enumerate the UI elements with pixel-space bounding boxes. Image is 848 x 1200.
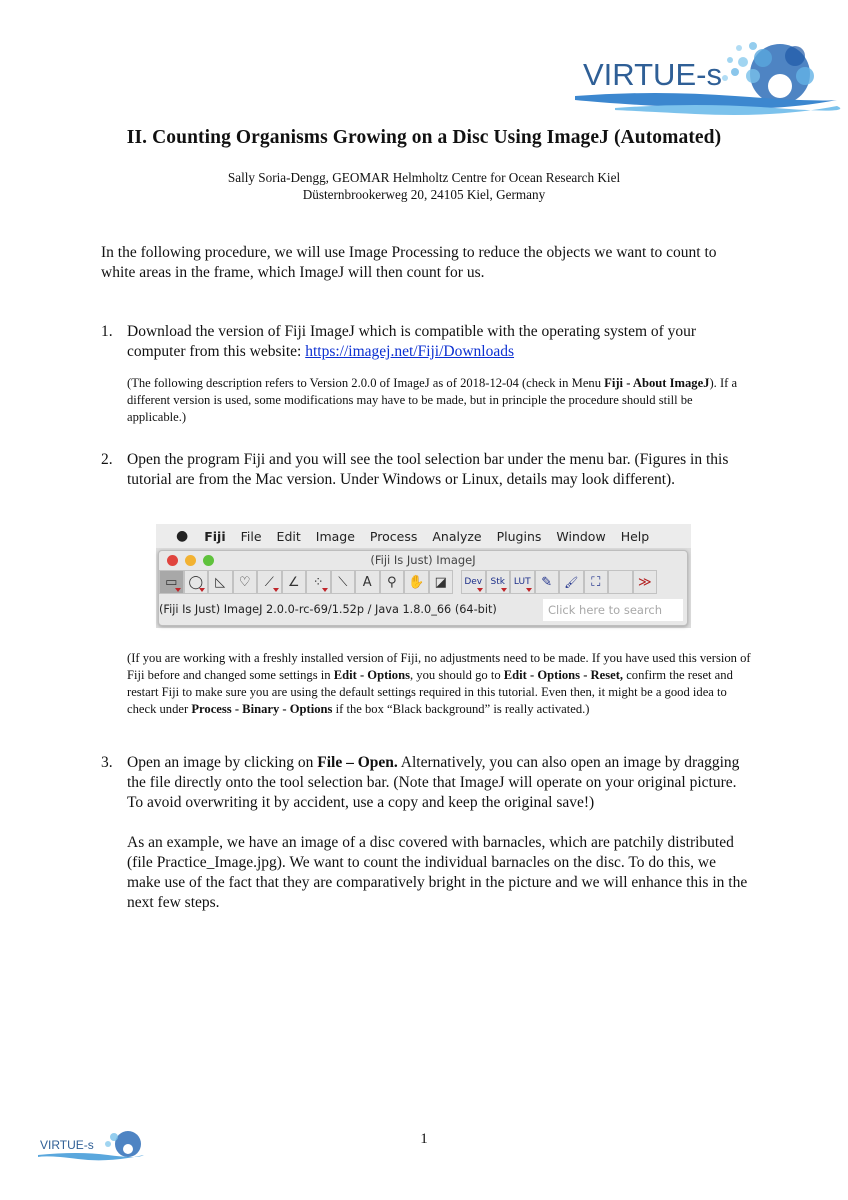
tool-bar bbox=[159, 570, 687, 596]
color-picker-tool-icon[interactable]: ◪ bbox=[429, 570, 454, 594]
note-bold: Edit - Options bbox=[333, 668, 410, 682]
step-3-paragraph-2: As an example, we have an image of a disc covered with barnacles, which are patchily distributed (file Practice_Image.jpg). We want to count the individual barnacles on the disc. To do this, we make use of the fact that they are comparatively bright in the picture and we will enhance this in the next few steps. bbox=[127, 834, 748, 911]
freehand-tool-icon[interactable]: ♡ bbox=[233, 570, 258, 594]
document-title: II. Counting Organisms Growing on a Disc Using ImageJ (Automated) bbox=[126, 127, 722, 148]
footer-logo-text: VIRTUE-s bbox=[40, 1138, 94, 1152]
imagej-window bbox=[158, 550, 688, 626]
lut-menu-icon[interactable]: LUT bbox=[510, 570, 535, 594]
note-bold: Process - Binary - Options bbox=[191, 702, 333, 716]
address-line: Düsternbrookerweg 20, 24105 Kiel, Germany bbox=[302, 187, 546, 202]
note-text: if the box “Black background” is really activated.) bbox=[332, 702, 590, 716]
menu-edit[interactable]: Edit bbox=[276, 528, 301, 544]
search-field[interactable]: Click here to search bbox=[543, 599, 683, 621]
magnifier-tool-icon[interactable]: ⚲ bbox=[380, 570, 405, 594]
note-text: (If you are working with a freshly installed version of Fiji, no adjustments need to be made. If you have used this version of Fiji before and changed some settings in bbox=[127, 651, 751, 682]
polygon-tool-icon[interactable]: ◺ bbox=[208, 570, 233, 594]
step-text: Alternatively, you can also open an image by dragging the file directly onto the tool selection bar. (Note that ImageJ will operate on your original picture. To avoid overwriting it by accident, use a copy and keep the original save!) bbox=[127, 754, 740, 811]
menu-help[interactable]: Help bbox=[620, 528, 650, 544]
rectangle-tool-icon[interactable]: ▭ bbox=[159, 570, 184, 594]
page-number: 1 bbox=[420, 1131, 428, 1147]
step-3 bbox=[101, 753, 751, 913]
menu-image[interactable]: Image bbox=[315, 528, 355, 544]
note-bold: Fiji - About ImageJ bbox=[604, 376, 710, 390]
virtue-s-logo bbox=[575, 38, 843, 118]
status-text: (Fiji Is Just) ImageJ 2.0.0-rc-69/1.52p / Java 1.8.0_66 (64-bit) bbox=[159, 603, 497, 616]
menu-plugins[interactable]: Plugins bbox=[496, 528, 542, 544]
pencil-tool-icon[interactable]: ✎ bbox=[535, 570, 560, 594]
step-text: Open the program Fiji and you will see the tool selection bar under the menu bar. (Figures in this tutorial are from the Mac version. Under Windows or Linux, details may look different). bbox=[127, 451, 729, 488]
menu-file[interactable]: File bbox=[240, 528, 262, 544]
step-2 bbox=[101, 450, 751, 490]
fiji-toolbar-screenshot bbox=[156, 524, 691, 628]
angle-tool-icon[interactable]: ∠ bbox=[282, 570, 307, 594]
step-1-note bbox=[127, 375, 751, 426]
menu-process[interactable]: Process bbox=[369, 528, 418, 544]
step-number: 3. bbox=[101, 754, 113, 771]
note-text: confirm the reset and restart Fiji to make sure you are using the default settings required in this tutorial. Even then, it might be a good idea to check under bbox=[127, 668, 733, 716]
menu-window[interactable]: Window bbox=[556, 528, 606, 544]
minimize-button[interactable] bbox=[185, 555, 196, 566]
close-button[interactable] bbox=[167, 555, 178, 566]
menu-fiji[interactable]: Fiji bbox=[204, 528, 226, 544]
line-tool-icon[interactable]: ⟋ bbox=[257, 570, 282, 594]
step-1 bbox=[101, 322, 751, 362]
note-text: , you should go to bbox=[410, 668, 504, 682]
step-2-note bbox=[127, 650, 751, 718]
maximize-button[interactable] bbox=[203, 555, 214, 566]
step-bold: File – Open. bbox=[317, 754, 398, 771]
step-text: Download the version of Fiji ImageJ which is compatible with the operating system of your computer from this website: bbox=[127, 323, 697, 360]
apple-icon: ● bbox=[176, 528, 189, 544]
intro-paragraph: In the following procedure, we will use Image Processing to reduce the objects we want to count to white areas in the frame, which ImageJ will then count for us. bbox=[101, 244, 717, 281]
more-tools-icon[interactable]: ≫ bbox=[633, 570, 658, 594]
window-title: (Fiji Is Just) ImageJ bbox=[370, 553, 476, 567]
brush-tool-icon[interactable]: 🖌 bbox=[559, 570, 584, 594]
oval-tool-icon[interactable]: ◯ bbox=[184, 570, 209, 594]
empty-slot-icon bbox=[608, 570, 633, 594]
note-bold: Edit - Options - Reset, bbox=[503, 668, 624, 682]
mac-menubar bbox=[156, 524, 691, 548]
hand-tool-icon[interactable]: ✋ bbox=[404, 570, 429, 594]
author-block bbox=[0, 169, 848, 203]
multipoint-tool-icon[interactable]: ⁘ bbox=[306, 570, 331, 594]
step-text: Open an image by clicking on bbox=[127, 754, 318, 771]
wand-tool-icon[interactable]: ⟍ bbox=[331, 570, 356, 594]
note-text: (The following description refers to Version 2.0.0 of ImageJ as of 2018-12-04 (check in Menu bbox=[127, 376, 605, 390]
stk-menu-icon[interactable]: Stk bbox=[486, 570, 511, 594]
note-text: ). If a different version is used, some modifications may have to be made, but in principle the procedure should still be applicable.) bbox=[127, 376, 738, 424]
step-number: 2. bbox=[101, 451, 113, 468]
flood-fill-tool-icon[interactable]: ⛶ bbox=[584, 570, 609, 594]
author-line: Sally Soria-Dengg, GEOMAR Helmholtz Centre for Ocean Research Kiel bbox=[227, 170, 621, 185]
dev-menu-icon[interactable]: Dev bbox=[461, 570, 486, 594]
step-number: 1. bbox=[101, 323, 113, 340]
downloads-link[interactable]: https://imagej.net/Fiji/Downloads bbox=[305, 343, 515, 360]
logo-text: VIRTUE-s bbox=[583, 57, 722, 92]
text-tool-icon[interactable]: A bbox=[355, 570, 380, 594]
menu-analyze[interactable]: Analyze bbox=[432, 528, 482, 544]
